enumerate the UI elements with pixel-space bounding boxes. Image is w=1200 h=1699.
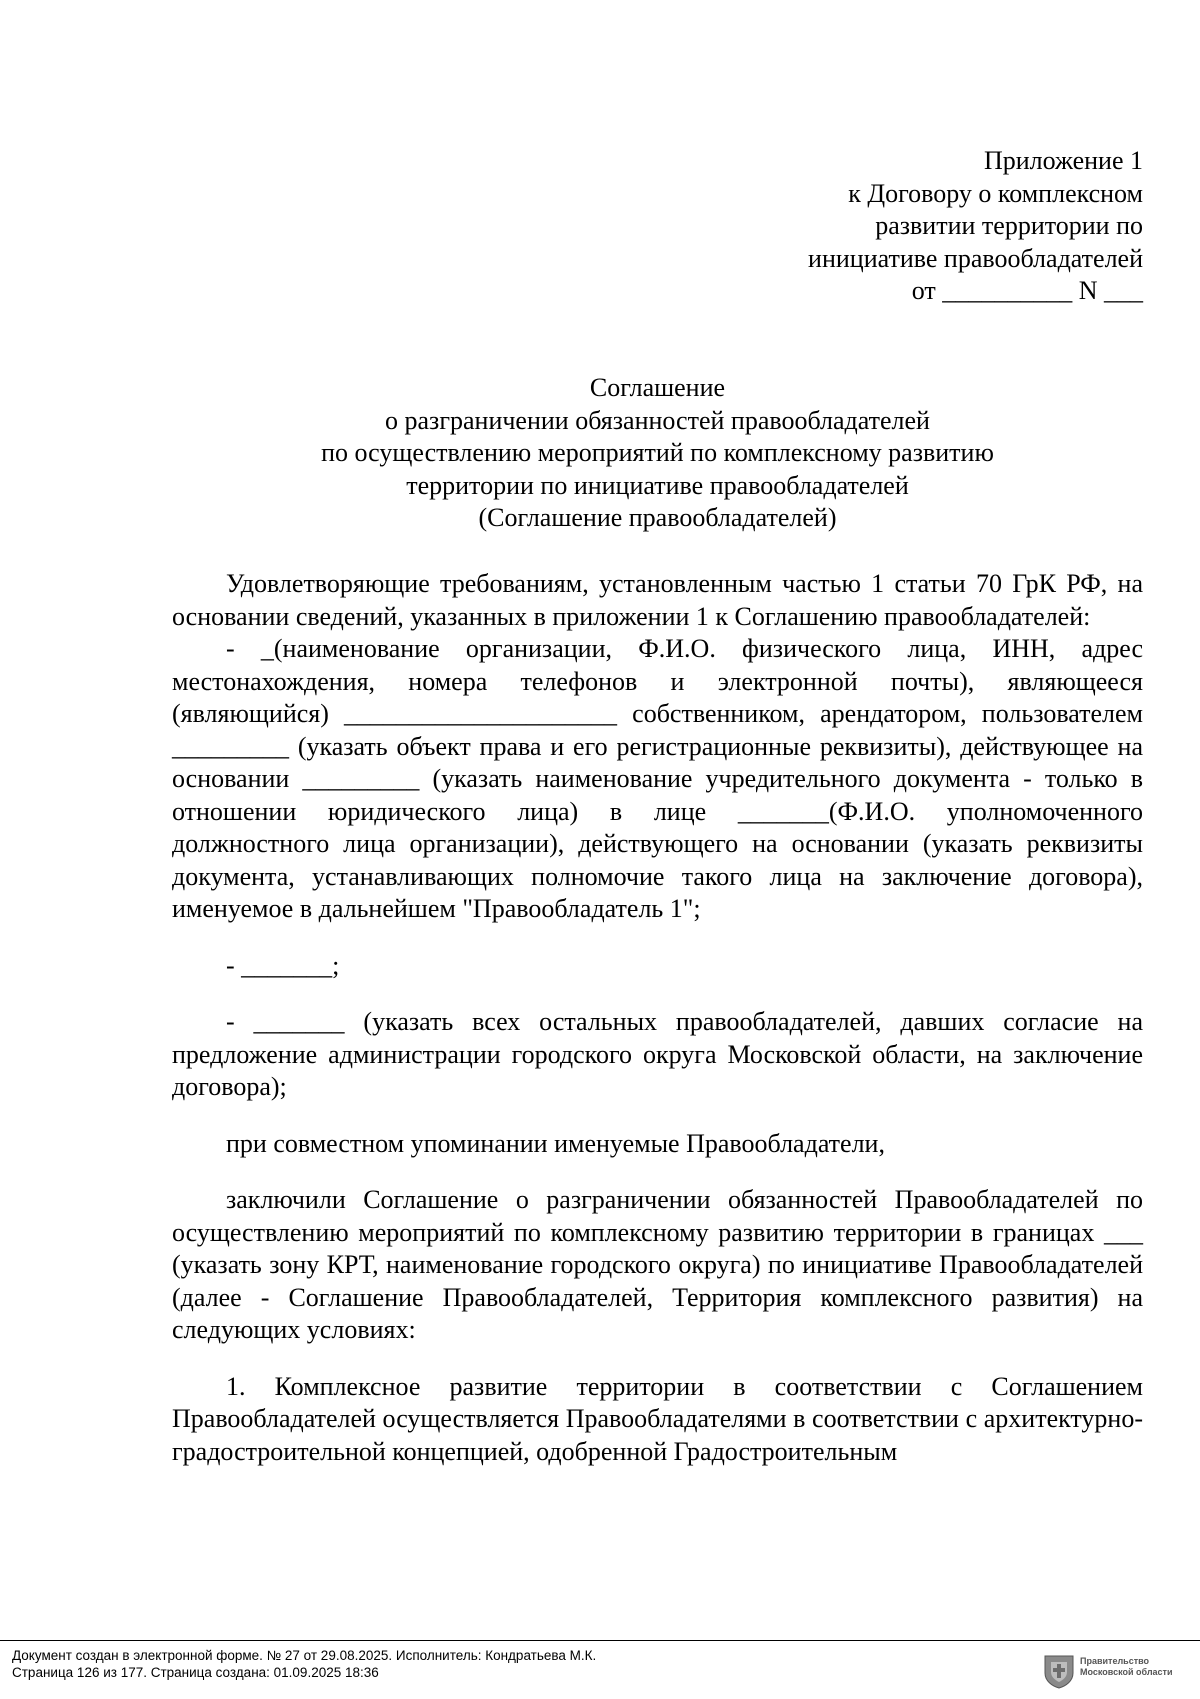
paragraph-intro: Удовлетворяющие требованиям, установленным частью 1 статьи 70 ГрК РФ, на основании сведений, указанных в приложении 1 к Соглашению правообладателей: bbox=[172, 569, 1143, 631]
title-line: по осуществлению мероприятий по комплексному развитию bbox=[321, 438, 994, 467]
page-footer bbox=[0, 1640, 1200, 1699]
footer-page-info: Страница 126 из 177. Страница создана: 01.09.2025 18:36 bbox=[12, 1665, 379, 1680]
paragraph-joint-mention: при совместном упоминании именуемые Правообладатели, bbox=[226, 1128, 885, 1158]
paragraph-party-2: - _______; bbox=[226, 950, 340, 980]
title-line: о разграничении обязанностей правообладателей bbox=[385, 405, 930, 435]
paragraph-concluded: заключили Соглашение о разграничении обязанностей Правообладателей по осуществлению мероприятий по комплексному развитию территории в границах ___ (указать зону КРТ, наименование городского округа) по инициативе Правообладателей (далее - Соглашение Правообладателей, Территория комплексного развития) на следующих условиях: bbox=[172, 1185, 1143, 1344]
appendix-line: Приложение 1 bbox=[983, 146, 1143, 175]
appendix-header bbox=[583, 145, 1143, 308]
paragraph-clause-1: 1. Комплексное развитие территории в соответствии с Соглашением Правообладателей осуществляется Правообладателями в соответствии с архитектурно-градостроительной концепцией, одобренной Градостроительным bbox=[172, 1371, 1143, 1466]
document-body bbox=[172, 568, 1143, 1468]
paragraph-party-1: - _(наименование организации, Ф.И.О. физического лица, ИНН, адрес местонахождения, номера телефонов и электронной почты), являющееся (являющийся) _____________________ собственником, арендатором, пользователем _________ (указать объект права и его регистрационные реквизиты), действующее на основании _________ (указать наименование учредительного документа - только в отношении юридического лица) в лице _______(Ф.И.О. уполномоченного должностного лица организации), действующего на основании (указать реквизиты документа, устанавливающих полномочие такого лица на заключение договора), именуемое в дальнейшем "Правообладатель 1"; bbox=[172, 634, 1143, 923]
appendix-line: к Договору о комплексном bbox=[848, 178, 1143, 208]
appendix-line: инициативе правообладателей bbox=[808, 243, 1143, 273]
title-line: (Соглашение правообладателей) bbox=[478, 503, 837, 532]
document-title bbox=[172, 372, 1143, 535]
footer-document-info: Документ создан в электронной форме. № 27 от 29.08.2025. Исполнитель: Кондратьева М.К. bbox=[12, 1648, 597, 1663]
government-logo bbox=[1042, 1653, 1192, 1691]
appendix-line: от __________ N ___ bbox=[911, 276, 1143, 305]
paragraph-other-parties: - _______ (указать всех остальных правообладателей, давших согласие на предложение администрации городского округа Московской области, на заключение договора); bbox=[172, 1007, 1143, 1101]
logo-caption-line: Московской области bbox=[1080, 1667, 1173, 1677]
coat-of-arms-icon bbox=[1042, 1653, 1076, 1689]
appendix-line: развитии территории по bbox=[875, 211, 1143, 240]
footer-text bbox=[12, 1647, 596, 1681]
logo-caption bbox=[1080, 1656, 1173, 1678]
title-line: территории по инициативе правообладателей bbox=[406, 470, 909, 500]
logo-caption-line: Правительство bbox=[1080, 1656, 1150, 1666]
title-line: Соглашение bbox=[589, 373, 726, 402]
